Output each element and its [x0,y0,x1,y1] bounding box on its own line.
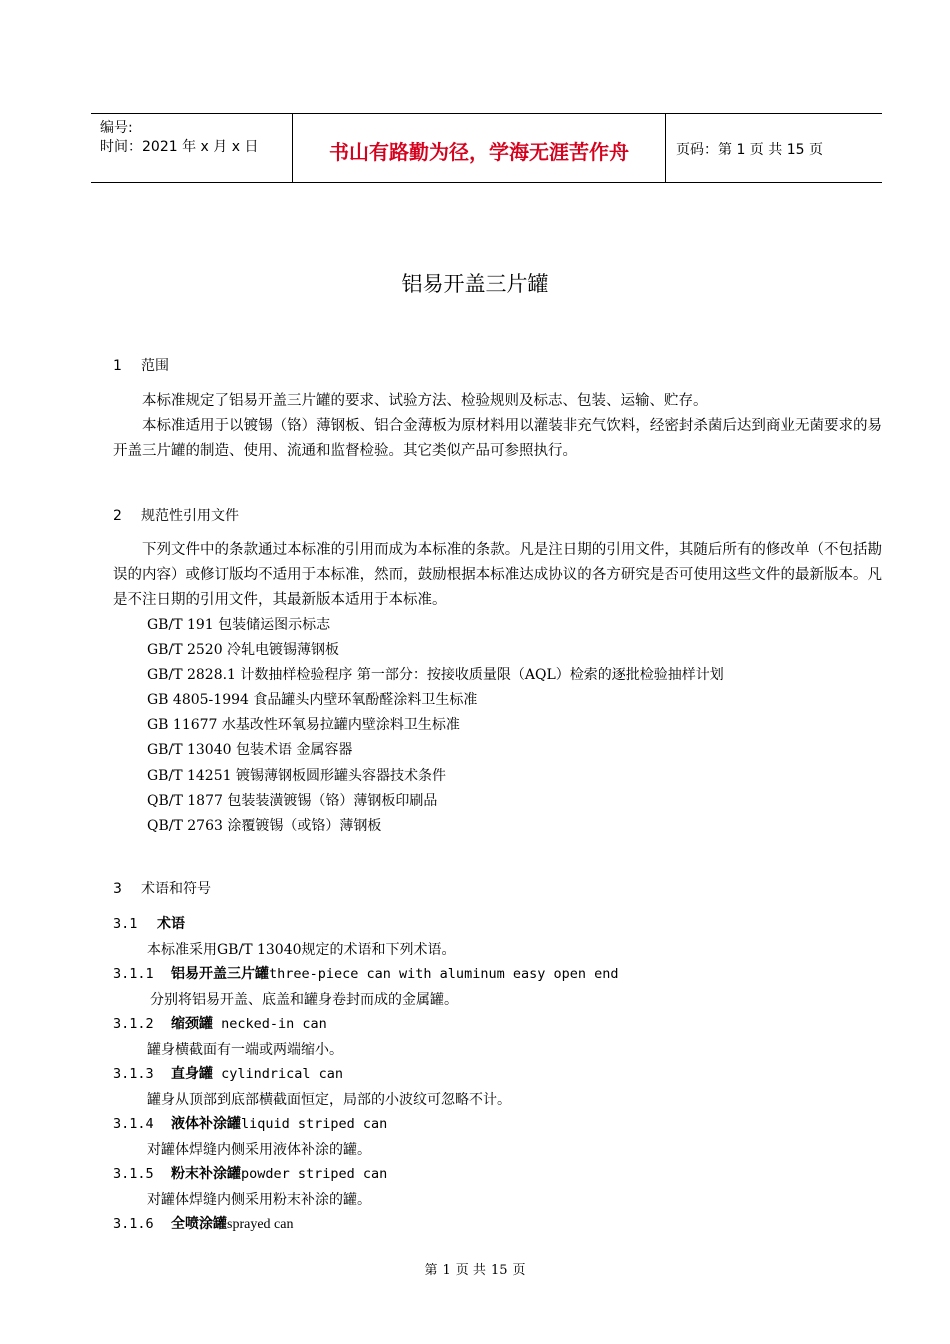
term-number: 3.1.4 [113,1116,154,1132]
term-definition: 对罐体焊缝内侧采用粉末补涂的罐。 [147,1192,371,1208]
number-label: 编号: [100,120,133,136]
term-number: 3.1.6 [113,1216,154,1232]
footer-prefix: 第 [424,1263,438,1278]
section-3-heading [113,878,882,898]
motto-text: 书山有路勤为径，学海无涯苦作舟 [329,140,629,164]
reference-item: GB/T 191 包装储运图示标志 [147,617,331,633]
term-entry [113,1162,882,1187]
paragraph: 本标准适用于以镀锡（铬）薄钢板、铝合金薄板为原材料用以灌装非充气饮料，经密封杀菌后达到商业无菌要求的易开盖三片罐的制造、使用、流通和监督检验。其它类似产品可参照执行。 [113,418,882,459]
term-number: 3.1.1 [113,966,154,982]
reference-item: QB/T 2763 涂覆镀锡（或铬）薄钢板 [147,817,382,834]
term-number: 3.1.2 [113,1016,154,1032]
section-title: 规范性引用文件 [141,508,239,524]
term-english: three-piece can with aluminum easy open end [269,966,619,982]
reference-item: GB/T 13040 包装术语 金属容器 [147,742,353,759]
term-english: sprayed can [227,1217,294,1232]
term-entry [113,1012,882,1037]
section-number: 1 [113,358,122,374]
subsection-3-1-heading [113,912,882,937]
paragraph: 本标准规定了铝易开盖三片罐的要求、试验方法、检验规则及标志、包装、运输、贮存。 [142,393,708,409]
document-header [91,113,882,183]
reference-item: GB/T 14251 镀锡薄钢板圆形罐头容器技术条件 [147,767,446,784]
header-motto-cell [293,114,666,182]
reference-item: GB/T 2520 冷轧电镀锡薄钢板 [147,642,340,659]
term-chinese: 粉末补涂罐 [171,1166,241,1182]
section-number: 3 [113,881,122,897]
term-definition: 分别将铝易开盖、底盖和罐身卷封而成的金属罐。 [150,992,458,1008]
reference-item: GB/T 2828.1 计数抽样检验程序 第一部分：按接收质量限（AQL）检索的逐批检验抽样计划 [147,667,724,684]
footer-page-number: 1 [442,1263,451,1278]
term-entry [113,1112,882,1137]
footer-suffix: 页 [512,1263,526,1278]
subsection-title: 术语 [157,916,185,932]
page-info: 页码：第 1 页 共 15 页 [676,142,823,158]
term-definition: 罐身横截面有一端或两端缩小。 [147,1042,343,1058]
header-meta-cell [91,114,293,182]
page-footer [0,1259,950,1278]
term-entry [113,1062,882,1087]
reference-item: GB 4805-1994 食品罐头内壁环氧酚醛涂料卫生标准 [147,692,478,709]
term-chinese: 铝易开盖三片罐 [171,966,269,982]
subsection-number: 3.1 [113,916,138,932]
section-2-heading [113,505,882,525]
term-chinese: 缩颈罐 [171,1016,213,1032]
footer-mid: 页 共 [455,1263,486,1278]
term-number: 3.1.3 [113,1066,154,1082]
time-label: 时间：2021 年 x 月 x 日 [100,139,259,155]
paragraph: 下列文件中的条款通过本标准的引用而成为本标准的条款。凡是注日期的引用文件，其随后所有的修改单（不包括勘误的内容）或修订版均不适用于本标准，然而，鼓励根据本标准达成协议的各方研究是否可使用这些文件的最新版本。凡是不注日期的引用文件，其最新版本适用于本标准。 [113,542,882,608]
subsection-text: 本标准采用GB/T 13040规定的术语和下列术语。 [147,942,456,958]
reference-item: GB 11677 水基改性环氧易拉罐内壁涂料卫生标准 [147,717,460,734]
document-title: 铝易开盖三片罐 [401,272,549,296]
reference-item: QB/T 1877 包装装潢镀锡（铬）薄钢板印刷品 [147,792,438,809]
term-entry [113,1212,882,1237]
section-1-heading [113,355,882,375]
term-definition: 对罐体焊缝内侧采用液体补涂的罐。 [147,1142,371,1158]
term-english: powder striped can [241,1166,388,1182]
term-chinese: 全喷涂罐 [171,1216,227,1232]
term-english: liquid striped can [241,1116,388,1132]
header-page-cell [666,114,882,182]
term-chinese: 直身罐 [171,1066,213,1082]
footer-total-pages: 15 [490,1263,508,1278]
section-title: 范围 [141,358,169,374]
term-definition: 罐身从顶部到底部横截面恒定，局部的小波纹可忽略不计。 [147,1092,511,1108]
section-number: 2 [113,508,122,524]
term-entry [113,962,882,987]
term-english: necked-in can [213,1016,327,1032]
reference-list [147,613,882,839]
term-chinese: 液体补涂罐 [171,1116,241,1132]
section-title: 术语和符号 [141,881,211,897]
term-english: cylindrical can [213,1066,344,1082]
section-1-body [113,389,882,464]
section-2-body [113,538,882,613]
term-number: 3.1.5 [113,1166,154,1182]
